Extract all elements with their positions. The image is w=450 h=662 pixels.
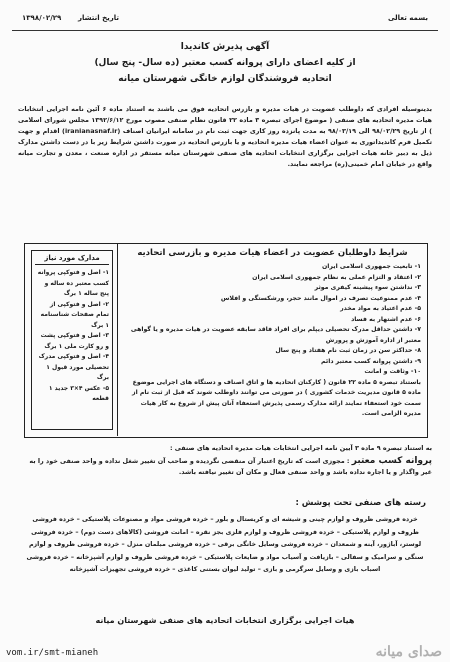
note-reference: به استناد تبصره ۹ ماده ۳ آیین نامه اجرایی انتخابات هیات مدیره اتحادیه های صنفی :: [169, 444, 432, 452]
requirements-frame: [24, 243, 428, 438]
guilds-title: رسته های صنفی تحت پوشش :: [295, 498, 426, 508]
license-definition: [18, 443, 432, 478]
conditions-title: شرایط داوطلبان عضویت در اعضاء هیات مدیره و بازرسی اتحادیه: [137, 248, 408, 258]
header-bar: [14, 14, 436, 28]
condition-item: ۹- داشتن پروانه کسب معتبر دائم: [321, 357, 421, 365]
title-block: [20, 42, 430, 84]
condition-item: ۸- حداکثر سن در زمان ثبت نام هفتاد و پنج سال: [275, 347, 421, 354]
condition-note: باستناد تبصره ۵ ماده ۲۲ قانون ( کارکنان اتحادیه ها و اتاق اصناف و دستگاه های اجرایی موضوع ماده ۵ قانون مدیریت خدمات کشوری ) در صورتی می توانند داوطلب شوند که قبل از ثبت نام از سمت خود استعفاء نمایند ارائه مدارک رسمی پذیرش استعفاء آنان پیش از شروع به کار هیات مدیره الزامی است.: [132, 378, 421, 417]
announcement-title: آگهی پذیرش کاندیدا: [180, 42, 270, 52]
document-item: ۳- اصل و فتوکپی پشت و رو کارت ملی ۱ برگ: [40, 332, 109, 350]
document-item: ۲- اصل و فتوکپی از تمام صفحات شناسنامه ۱ برگ: [40, 300, 109, 329]
guild-line: لوستر، آباژور، آینه و شمعدان – خرده فروشی وسایل خانگی برقی – خرده فروشی مبلمان منزل – خرده فروشی ظروف و لوازم: [28, 541, 422, 548]
publish-date-label: تاریخ انتشار: [78, 14, 120, 22]
intro-paragraph: بدینوسیله افرادی که داوطلب عضویت در هیات مدیره و بازرس اتحادیه فوق می باشند به استناد ماده ۶ آئین نامه اجرایی انتخابات هیات مدیره اتحادیه های صنفی ( موضوع اجرای تبصره ۳ ماده ۲۲ قانون نظام صنفی مصوب مورخ ۱۳۹۲/۶/۱۲ مجلس شورای اسلامی ) از تاریخ ۹۸/۰۲/۲۹ الی ۹۸/۰۳/۱۹ به مدت پانزده روز کاری جهت ثبت نام در سامانه ایرانیان اصناف (iranianasnaf.ir) اقدام و جهت تکمیل فرم کاندیداتوری به عنوان اعضاء هیات مدیره اتحادیه و یا بازرس اتحادیه در صورت داشتن شرایط زیر با در دست داشتن مدارک ذیل به دبیر خانه هیات اجرایی برگزاری انتخابات اتحادیه های صنفی شهرستان میانه مستقر در اداره صنعت ، معدن و تجارت میانه واقع در خیابان امام خمینی(ره) مراجعه نمایند.: [18, 105, 433, 168]
condition-item: ۵- عدم اعتیاد به مواد مخدر: [340, 305, 421, 312]
guild-line: اسباب بازی و وسایل سرگرمی و بازی – تولید لیوان بستنی کاغذی – خرده فروشی تجهیزات آشپزخانه: [69, 566, 381, 573]
watermark-logo: صدای میانه: [375, 644, 442, 660]
license-keyword: پروانه کسب معتبر: [351, 456, 432, 466]
condition-item: ۶- عدم اشتهار به فساد: [351, 315, 421, 323]
documents-title: مدارک مورد نیاز: [35, 254, 109, 265]
condition-item: ۴- عدم ممنوعیت تصرف در اموال مانند حجر، ورشکستگی و افلاس: [220, 294, 421, 302]
documents-box: [31, 250, 113, 430]
signature-line: هیات اجرایی برگزاری انتخابات اتحادیه های صنفی شهرستان میانه: [95, 616, 355, 625]
document-item: ۴- اصل و فتوکپی مدرک تحصیلی مورد قبول ۱ برگ: [38, 353, 109, 381]
guild-line: ظروف و لوازم پلاستیکی – خرده فروشی ظروف و لوازم فلزی بجز نقره – امانت فروشی (کالاهای دست دوم) – خرده فروشی: [31, 528, 419, 536]
condition-item: ۷- داشتن حداقل مدرک تحصیلی دیپلم برای افراد فاقد سابقه عضویت در هیات مدیره و یا گواهی معتبر از اداره آموزش و پرورش: [130, 326, 421, 344]
conditions-list: [124, 262, 421, 420]
union-name: اتحادیه فروشندگان لوازم خانگی شهرستان میانه: [118, 74, 332, 84]
guild-line: خرده فروشی ظروف و لوازم چینی و شیشه ای و کریستال و بلور – خرده فروشی مواد و مصنوعات پلاستیکی – خرده فروشی: [32, 516, 418, 523]
conditions-box: [117, 244, 427, 436]
condition-item: ۱۰- وثاقت و امانت: [364, 368, 421, 375]
watermark-url: vom.ir/smt-mianeh: [6, 648, 99, 658]
condition-item: ۲- اعتقاد و التزام عملی به نظام جمهوری اسلامی ایران: [252, 273, 421, 281]
condition-item: ۳- نداشتن سوء پیشینه کیفری موثر: [314, 284, 421, 291]
bismillah-text: بسمه تعالی: [387, 14, 428, 22]
document-item: ۱- اصل و فتوکپی پروانه کسب معتبر ده ساله و پنج ساله ۱ برگ: [37, 269, 109, 297]
license-text: : مجوزی است که تاریخ اعتبار آن منقضی نگردیده و صاحب آن تغییر شغل نداده و واحد صنفی خود را به غیر واگذار و یا اجاره نداده باشد و واحد صنفی فعال و مکان آن تغییر نیافته باشد.: [29, 457, 432, 476]
publish-date: ۱۳۹۸/۰۲/۲۹: [22, 14, 62, 22]
guild-line: سنگی و سرامیک و سفالی – بازیافت و آسیاب مواد و ضایعات پلاستیکی – خرده فروشی ظروف و لوازم آشپزخانه – خرده فروشی: [26, 553, 424, 561]
condition-item: ۱- تابعیت جمهوری اسلامی ایران: [322, 263, 421, 270]
guilds-list: [18, 514, 432, 577]
documents-list: [35, 268, 109, 405]
document-item: ۵- عکس ۴×۳ جدید ۱ قطعه: [48, 384, 109, 402]
license-paragraph: [18, 456, 432, 478]
header-divider: [12, 30, 438, 31]
announcement-subtitle: از کلیه اعضای دارای پروانه کسب معتبر (ده سال- پنج سال): [94, 58, 356, 68]
